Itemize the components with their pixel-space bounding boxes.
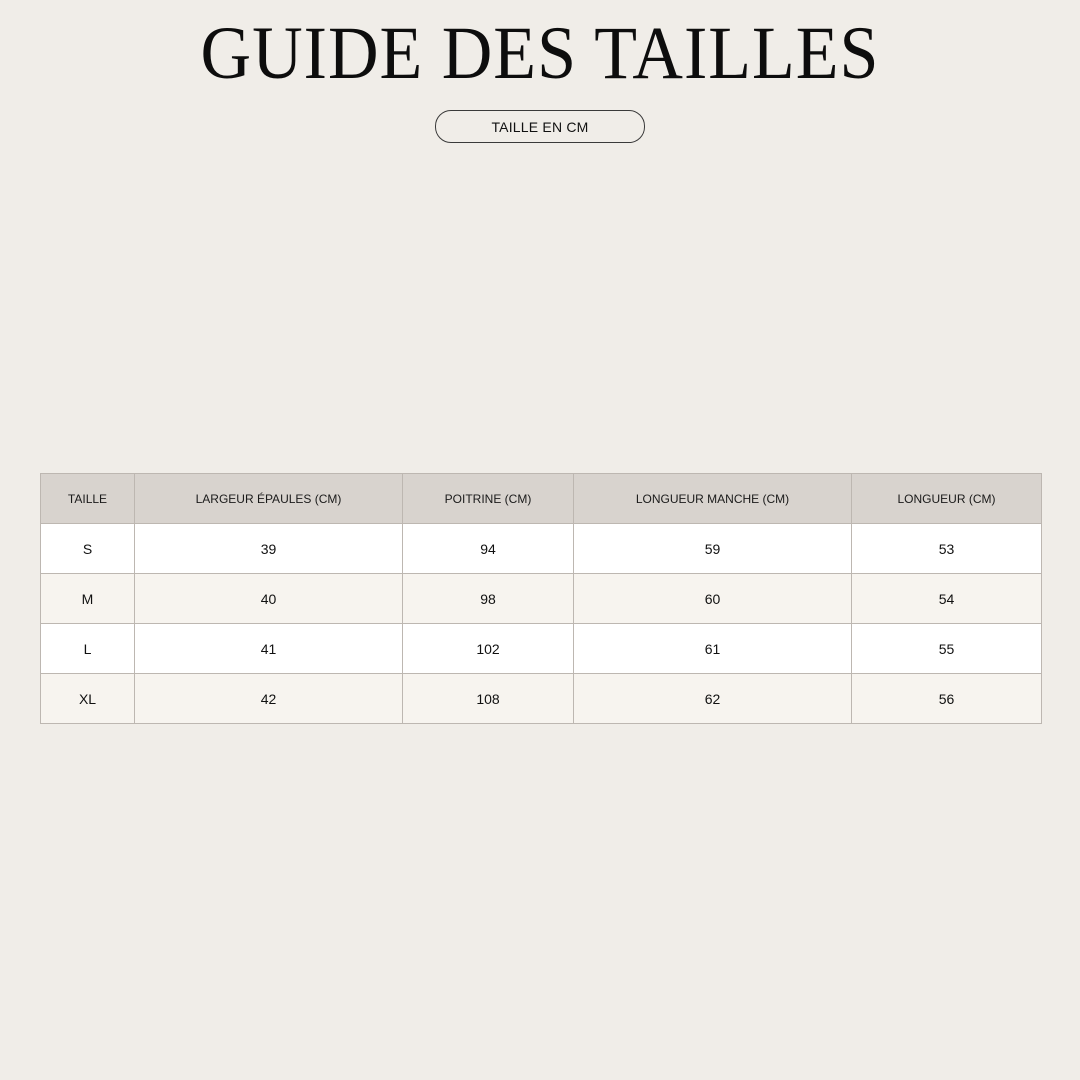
- cell-length: 56: [852, 674, 1042, 724]
- cell-shoulder-width: 39: [135, 524, 403, 574]
- cell-chest: 98: [403, 574, 574, 624]
- unit-badge: TAILLE EN CM: [435, 110, 645, 143]
- cell-chest: 108: [403, 674, 574, 724]
- cell-sleeve-length: 60: [574, 574, 852, 624]
- cell-length: 55: [852, 624, 1042, 674]
- cell-sleeve-length: 59: [574, 524, 852, 574]
- cell-chest: 102: [403, 624, 574, 674]
- header-largeur-epaules: LARGEUR ÉPAULES (CM): [135, 474, 403, 524]
- cell-sleeve-length: 61: [574, 624, 852, 674]
- cell-shoulder-width: 42: [135, 674, 403, 724]
- cell-sleeve-length: 62: [574, 674, 852, 724]
- cell-size: L: [41, 624, 135, 674]
- header-longueur-manche: LONGUEUR MANCHE (CM): [574, 474, 852, 524]
- header-poitrine: POITRINE (CM): [403, 474, 574, 524]
- table-row: [41, 524, 1042, 574]
- table-header-row: [41, 474, 1042, 524]
- table-row: [41, 574, 1042, 624]
- cell-shoulder-width: 41: [135, 624, 403, 674]
- page-title: GUIDE DES TAILLES: [200, 11, 880, 96]
- header-taille: TAILLE: [41, 474, 135, 524]
- cell-size: S: [41, 524, 135, 574]
- table-row: [41, 674, 1042, 724]
- cell-length: 53: [852, 524, 1042, 574]
- size-table: [40, 473, 1042, 724]
- cell-chest: 94: [403, 524, 574, 574]
- cell-size: XL: [41, 674, 135, 724]
- cell-shoulder-width: 40: [135, 574, 403, 624]
- table-row: [41, 624, 1042, 674]
- cell-size: M: [41, 574, 135, 624]
- cell-length: 54: [852, 574, 1042, 624]
- header-longueur: LONGUEUR (CM): [852, 474, 1042, 524]
